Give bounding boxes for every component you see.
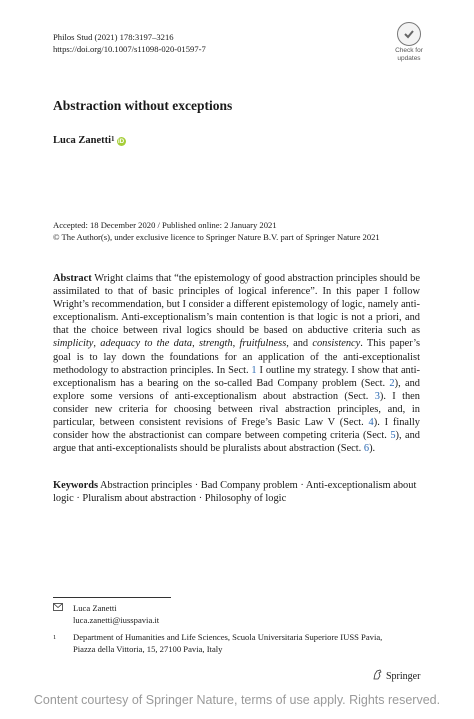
keywords: [53, 479, 420, 505]
section-link[interactable]: 6: [363, 443, 370, 455]
section-link[interactable]: 3: [374, 390, 380, 402]
affiliation-number: 1: [53, 634, 57, 641]
abstract-text: ), and argue that anti-exceptionalists should be pluralists about abstraction (Sect.: [53, 430, 420, 455]
abstract-text: Wright claims that “the epistemology of good abstraction principles should be assimilated to that of basic principles of logical inference”. In this paper I follow Wright’s recommendation, but I consider a different epistemology of logic, namely anti-exceptionalism. Anti-exceptionalism’s main contention is that logic is not a priori, and that the choice between rival logics should be based on abductive criteria such as: [53, 273, 420, 337]
abstract-label: Abstract: [53, 273, 92, 284]
section-link[interactable]: 1: [251, 364, 257, 376]
author-affiliation-ref: 1: [111, 135, 115, 143]
abstract-text: I outline my strategy. I show that anti-exceptionalism has a bearing on the so-called Bad Company problem (Sect.: [53, 364, 420, 389]
journal-citation: Philos Stud (2021) 178:3197–3216: [53, 32, 174, 42]
criterion: fruitfulness: [239, 338, 287, 350]
orcid-icon[interactable]: iD: [118, 138, 125, 145]
section-link[interactable]: 2: [389, 377, 395, 389]
abstract-text: . This paper’s goal is to lay down the foundations for an application of the anti-exceptionalist methodology to abstraction principles. In Sect.: [53, 338, 421, 376]
criterion: consistency: [312, 338, 361, 350]
keywords-list: Abstraction principles · Bad Company problem · Anti-exceptionalism about logic · Pluralism about abstraction · Philosophy of logic: [53, 480, 417, 505]
abstract-text: ), and explore some versions of anti-exceptionalism about abstraction (Sect.: [53, 377, 420, 402]
springer-horse-icon: [372, 669, 383, 683]
keywords-label: Keywords: [53, 480, 99, 491]
corresponding-author: [53, 603, 159, 626]
publication-dates: [53, 220, 380, 243]
article-title: Abstraction without exceptions: [53, 98, 233, 113]
abstract-text: ). I finally consider how the abstractionist can compare between competing criteria (Sect.: [53, 417, 420, 442]
criterion: simplicity: [53, 338, 94, 350]
affiliation-line-1: Department of Humanities and Life Sciences, Scuola Universitaria Superiore IUSS Pavia,: [73, 632, 383, 642]
check-for-updates-label: Check for: [395, 47, 423, 54]
check-for-updates-badge[interactable]: [389, 22, 429, 62]
affiliation: [53, 632, 382, 655]
abstract: [53, 272, 420, 455]
footnote-divider: [53, 597, 171, 598]
criterion: strength: [198, 338, 233, 350]
article-header: [53, 32, 206, 55]
abstract-text: ).: [369, 443, 376, 455]
envelope-icon: [53, 603, 63, 626]
abstract-text: , and: [286, 338, 313, 350]
affiliation-line-2: Piazza della Vittoria, 15, 27100 Pavia, Italy: [73, 643, 223, 654]
abstract-text: ). I then consider new criteria for choosing between rival abstraction principles, and, in particular, between consistent revisions of Frege’s Basic Law V (Sect.: [53, 390, 420, 429]
courtesy-note: Content courtesy of Springer Nature, terms of use apply. Rights reserved.: [33, 693, 441, 707]
contact-name: Luca Zanetti: [73, 603, 117, 613]
abstract-text: ,: [192, 338, 199, 350]
springer-wordmark: Springer: [386, 670, 421, 682]
abstract-text: ,: [93, 338, 101, 350]
criterion: adequacy to the data: [100, 338, 193, 350]
author-name[interactable]: Luca Zanetti: [53, 135, 112, 146]
abstract-text: ,: [232, 338, 240, 350]
springer-logo: [372, 669, 420, 683]
contact-email[interactable]: luca.zanetti@iusspavia.it: [73, 614, 160, 625]
section-link[interactable]: 4: [368, 417, 374, 429]
author-line: [53, 135, 126, 146]
accepted-published-dates: Accepted: 18 December 2020 / Published online: 2 January 2021: [53, 220, 277, 230]
updates-label: updates: [397, 55, 421, 62]
copyright-line: © The Author(s), under exclusive licence to Springer Nature B.V. part of Springer Nature 2021: [53, 231, 380, 242]
check-for-updates-icon: [397, 22, 421, 46]
doi-link[interactable]: https://doi.org/10.1007/s11098-020-01597-7: [53, 43, 206, 54]
section-link[interactable]: 5: [390, 430, 396, 442]
